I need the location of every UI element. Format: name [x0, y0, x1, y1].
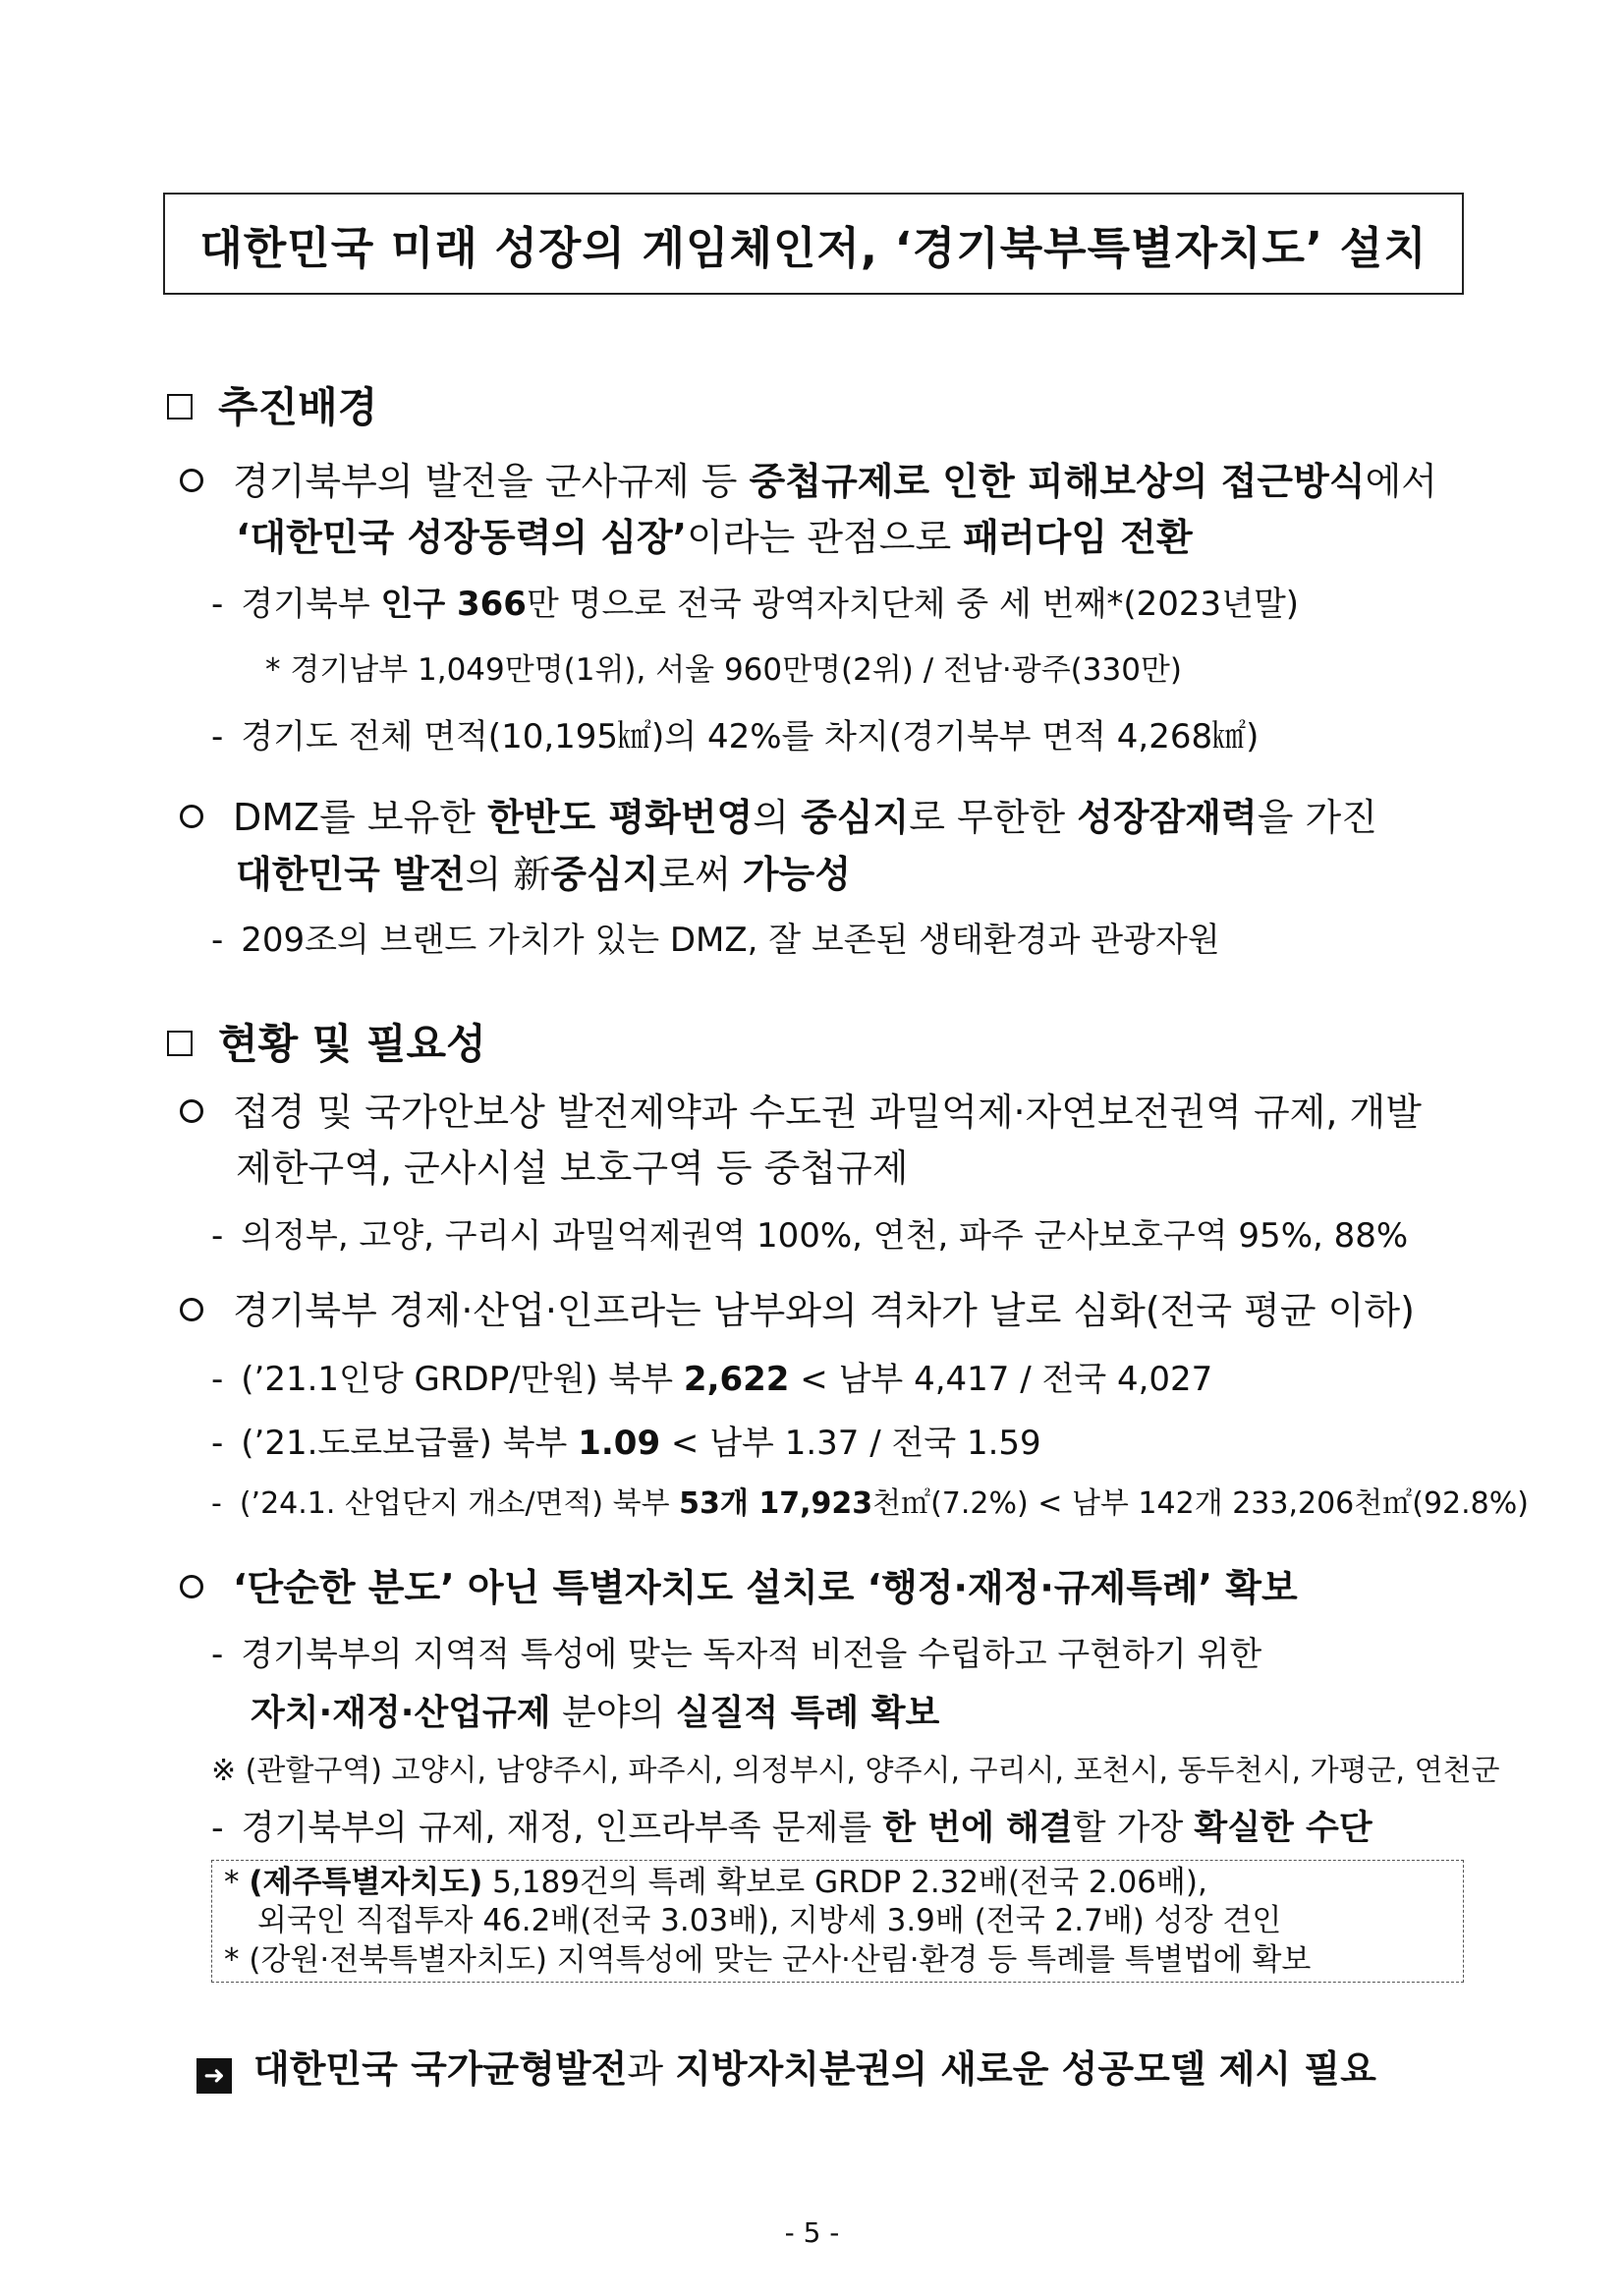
circle-bullet-icon	[180, 469, 203, 492]
dash-item: - 경기도 전체 면적(10,195㎢)의 42%를 차지(경기북부 면적 4,268㎢)	[211, 717, 1260, 756]
reference-note: ※ (관할구역) 고양시, 남양주시, 파주시, 의정부시, 양주시, 구리시, 포천시, 동두천시, 가평군, 연천군	[211, 1754, 1500, 1788]
dash-bullet: -	[211, 1635, 224, 1674]
circle-bullet-icon	[180, 1298, 203, 1321]
arrow-right-icon: ➜	[196, 2058, 232, 2094]
square-bullet-icon	[167, 394, 193, 420]
bullet-paragraph: ‘단순한 분도’ 아닌 특별자치도 설치로 ‘행정·재정·규제특례’ 확보	[180, 1566, 1298, 1611]
bullet-paragraph-continued: 대한민국 발전의 新중심지로써 가능성	[236, 853, 852, 896]
dash-item: - 경기북부의 규제, 재정, 인프라부족 문제를 한 번에 해결할 가장 확실한 수단	[211, 1809, 1372, 1848]
dash-bullet: -	[211, 1360, 224, 1399]
dash-item: - 경기북부의 지역적 특성에 맞는 독자적 비전을 수립하고 구현하기 위한	[211, 1635, 1262, 1674]
page-title	[163, 193, 1464, 295]
dash-bullet: -	[211, 585, 224, 624]
circle-bullet-icon	[180, 1575, 203, 1598]
section-heading-background	[167, 375, 377, 434]
circle-bullet-icon	[180, 1099, 203, 1123]
dash-bullet: -	[211, 921, 224, 960]
bullet-paragraph-continued: 제한구역, 군사시설 보호구역 등 중첩규제	[236, 1147, 909, 1190]
bullet-paragraph: 접경 및 국가안보상 발전제약과 수도권 과밀억제·자연보전권역 규제, 개발	[180, 1091, 1422, 1136]
square-bullet-icon	[167, 1031, 193, 1056]
note-line: * (제주특별자치도) 5,189건의 특례 확보로 GRDP 2.32배(전국 2.06배),	[224, 1865, 1207, 1900]
note-line: 외국인 직접투자 46.2배(전국 3.03배), 지방세 3.9배 (전국 2.7배) 성장 견인	[257, 1903, 1282, 1939]
section-title: 추진배경	[218, 383, 378, 431]
dash-item: - 경기북부 인구 366만 명으로 전국 광역자치단체 중 세 번째*(2023년말)	[211, 585, 1300, 624]
section-title: 현황 및 필요성	[218, 1020, 486, 1068]
note-line: * (강원·전북특별자치도) 지역특성에 맞는 군사·산림·환경 등 특례를 특별법에 확보	[224, 1941, 1312, 1978]
dash-bullet: -	[211, 1486, 222, 1521]
footnote-item: * 경기남부 1,049만명(1위), 서울 960만명(2위) / 전남·광주(330만)	[265, 652, 1182, 688]
conclusion: ➜ 대한민국 국가균형발전과 지방자치분권의 새로운 성공모델 제시 필요	[196, 2039, 1376, 2094]
section-heading-status	[167, 1012, 486, 1071]
dash-item: - 의정부, 고양, 구리시 과밀억제권역 100%, 연천, 파주 군사보호구역 95%, 88%	[211, 1216, 1409, 1256]
dash-item: - 209조의 브랜드 가치가 있는 DMZ, 잘 보존된 생태환경과 관광자원	[211, 921, 1220, 960]
circle-bullet-icon	[180, 805, 203, 828]
page-number: - 5 -	[784, 2216, 840, 2249]
bullet-paragraph: DMZ를 보유한 한반도 평화번영의 중심지로 무한한 성장잠재력을 가진	[180, 796, 1377, 841]
dash-item-continued: 자치·재정·산업규제 분야의 실질적 특례 확보	[251, 1693, 940, 1733]
note-box	[211, 1860, 1464, 1983]
dash-item: - (’24.1. 산업단지 개소/면적) 북부 53개 17,923천㎡(7.2%) < 남부 142개 233,206천㎡(92.8%)	[211, 1486, 1529, 1521]
dash-bullet: -	[211, 1809, 224, 1848]
title-text: 대한민국 미래 성장의 게임체인저, ‘경기북부특별자치도’ 설치	[199, 221, 1428, 274]
dash-bullet: -	[211, 1424, 224, 1463]
dash-bullet: -	[211, 1216, 224, 1256]
dash-item: - (’21.1인당 GRDP/만원) 북부 2,622 < 남부 4,417 / 전국 4,027	[211, 1360, 1213, 1399]
dash-item: - (’21.도로보급률) 북부 1.09 < 남부 1.37 / 전국 1.59	[211, 1424, 1041, 1463]
bullet-paragraph: 경기북부의 발전을 군사규제 등 중첩규제로 인한 피해보상의 접근방식에서	[180, 460, 1437, 505]
bullet-paragraph: 경기북부 경제·산업·인프라는 남부와의 격차가 날로 심화(전국 평균 이하)	[180, 1289, 1415, 1334]
bullet-paragraph-continued: ‘대한민국 성장동력의 심장’이라는 관점으로 패러다임 전환	[236, 516, 1193, 559]
dash-bullet: -	[211, 717, 224, 756]
